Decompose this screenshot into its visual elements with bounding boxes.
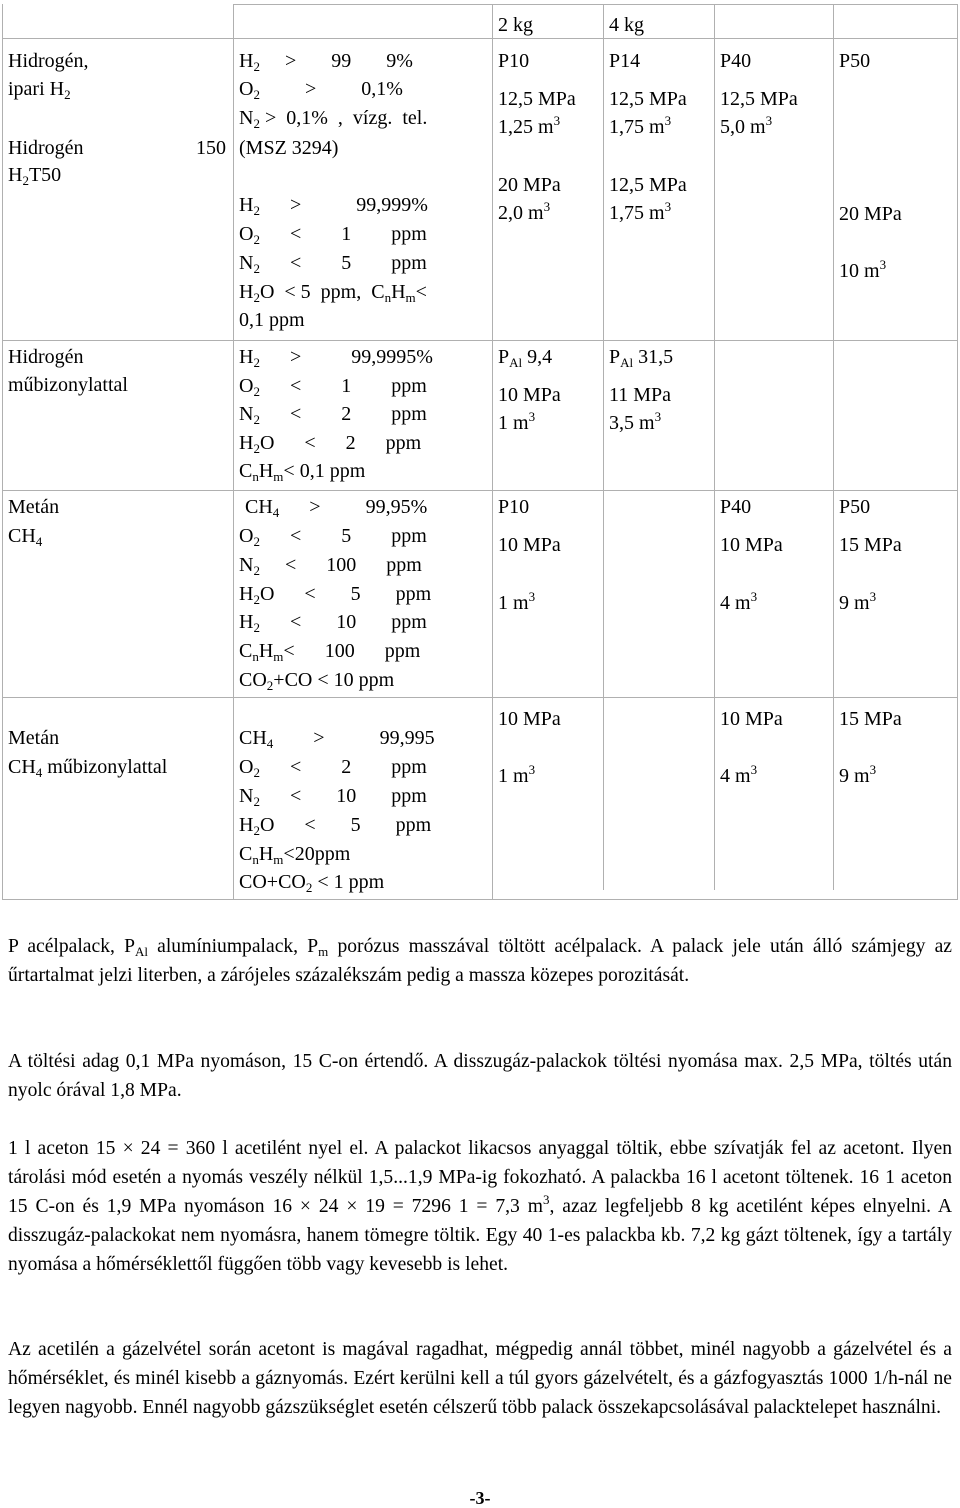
r3-spec-2: $O_2$ < 5 ppm [239,525,427,549]
r1-p10-pressure: 12,5 MPa [498,88,576,110]
table-border-right [957,4,958,900]
r1-spec-5: $H_2$ > 99,999% [239,194,428,218]
table-border-bottom [2,899,958,900]
r2-spec-3: $N_2$ < 2 ppm [239,403,427,427]
r1-name-line2: ipari $H_2$ [8,78,71,102]
r3-p50: P50 [839,496,871,518]
r1-spec-8: $H_2O < 5$ ppm, $C_nH_m<$ [239,281,427,305]
table-row-divider [2,340,958,341]
r1-spec-7: $N_2$ < 5 ppm [239,252,427,276]
table-row-divider [2,697,958,698]
r4-spec-6: $CO+CO_2 < 1$ ppm [239,871,385,895]
r4-spec-2: $O_2$ < 2 ppm [239,756,427,780]
r3-spec-3: $N_2$ < 100 ppm [239,554,422,578]
r4-name-line1: Metán [8,727,60,749]
r1-p14-pressure: 12,5 MPa [609,88,687,110]
r4-name-line2: $CH_4$ műbizonylattal [8,756,168,780]
page-number: -3- [469,1488,491,1508]
r1-number: 150 [196,137,226,159]
r3-p40-pressure: 10 MPa [720,534,783,556]
paragraph-acetone: 1 l aceton 15 × 24 = 360 l acetilént nyel el. A palackot likacsos anyaggal töltik, ebbe szívatják fel az acetont. Ilyen tárolási mód esetén a nyomás veszély nélkül 1,5...1,9 MPa-ig fokozható. A palackba 16 l acetont töltenek. 16 1 aceton 15 C-on és 1,9 MPa nyomáson 16 × 24 × 19 = 7296 1 = 7,3 $m^3$, azaz legfeljebb 8 kg acetilént képes elnyelni. A disszugáz-palackokat nem nyomásra, hanem tömegre töltik. Egy 40 1-es palackba kb. 7,2 kg gázt töltenek, így a tartály nyomása a hőmérséklettől függően több vagy kevesebb is lehet. [8,1138,953,1275]
r1-name-line4: $H_2T50$ [8,164,62,188]
r2-pal1-pressure: 10 MPa [498,384,561,406]
r1-p50-pressure: 20 MPa [839,203,902,225]
r3-spec-4: $H_2O$ < 5 ppm [239,583,432,607]
r3-spec-1: $CH_4$ > 99,95% [245,496,428,520]
r2-pal2-volume: 3,5 $m^3$ [609,409,662,434]
r1-spec-3: $N_2 > 0,1\%$ , vízg. tel. [239,107,428,131]
r1-p40-volume: 5,0 $m^3$ [720,113,773,138]
r1-p10-volume: 1,25 $m^3$ [498,113,561,138]
r1-spec-4: (MSZ 3294) [239,137,339,159]
r1-p14: P14 [609,50,641,72]
r1-spec-1: $H_2$ > 99 9% [239,50,413,74]
table-col-divider [603,4,604,890]
r1-p10: P10 [498,50,530,72]
r1-p14-volume: 1,75 $m^3$ [609,113,672,138]
table-col-divider [492,4,493,900]
r1-p14-volume-2: 1,75 $m^3$ [609,199,672,224]
table-row-divider [2,38,958,39]
r3-p40: P40 [720,496,752,518]
r1-p10-volume-2: 2,0 $m^3$ [498,199,551,224]
header-4kg: 4 kg [609,14,644,36]
r4-spec-4: $H_2O$ < 5 ppm [239,814,432,838]
r3-spec-5: $H_2$ < 10 ppm [239,611,427,635]
r4-p40-volume: 4 $m^3$ [720,762,758,787]
r3-p40-volume: 4 $m^3$ [720,589,758,614]
table-col-divider [233,4,234,900]
r4-p50-volume: 9 $m^3$ [839,762,877,787]
r3-spec-6: $C_nH_m<$ 100 ppm [239,640,421,664]
r2-name-line2: műbizonylattal [8,374,128,396]
table-row-divider [2,490,958,491]
r3-p10-pressure: 10 MPa [498,534,561,556]
r3-name-line1: Metán [8,496,60,518]
r1-name-line3: Hidrogén [8,137,84,159]
r4-spec-3: $N_2$ < 10 ppm [239,785,427,809]
table-col-divider [714,4,715,890]
r1-name-line1: Hidrogén, [8,50,89,72]
r1-spec-6: $O_2$ < 1 ppm [239,223,427,247]
r4-spec-5: $C_nH_m<20ppm$ [239,843,351,867]
r1-p14-pressure-2: 12,5 MPa [609,174,687,196]
r4-spec-1: $CH_4$ > 99,995 [239,727,435,751]
paragraph-bottle-legend: P acélpalack, $P_{Al}$ alumíniumpalack, $P_m$ porózus masszával töltött acélpalack. A palack jele után álló számjegy az űrtartalmat jelzi literben, a zárójeles százalékszám pedig a massza közepes porozitását. [8,936,952,986]
r2-pal-1: $P_{Al}$ 9,4 [498,346,553,370]
r3-p50-volume: 9 $m^3$ [839,589,877,614]
header-2kg: 2 kg [498,14,533,36]
r2-spec-5: $C_nH_m< 0,1$ ppm [239,460,366,484]
table-border-top [233,4,958,5]
r2-pal-2: $P_{Al}$ 31,5 [609,346,674,370]
r1-p50-volume: 10 $m^3$ [839,257,887,282]
r2-spec-1: $H_2$ > 99,9995% [239,346,433,370]
r2-name-line1: Hidrogén [8,346,84,368]
r4-p10-pressure: 10 MPa [498,708,561,730]
paragraph-acetylene-withdrawal: Az acetilén a gázelvétel során acetont is magával ragadhat, mégpedig annál többet, minél nagyobb a gázelvétel és a hőmérséklet, és minél kisebb a gáznyomás. Ezért kerülni kell a túl gyors gázelvételt, és a gázfogyasztás 1000 1/h-nál ne legyen nagyobb. Ennél nagyobb gázszükséglet esetén célszerű több palack összekapcsolásával palacktelepet használni. [8,1339,952,1418]
r3-p50-pressure: 15 MPa [839,534,902,556]
r1-p50: P50 [839,50,871,72]
r4-p10-volume: 1 $m^3$ [498,762,536,787]
r1-p10-pressure-2: 20 MPa [498,174,561,196]
r1-p40: P40 [720,50,752,72]
r3-p10: P10 [498,496,530,518]
r2-pal1-volume: 1 $m^3$ [498,409,536,434]
paragraph-filling-dose: A töltési adag 0,1 MPa nyomáson, 15 C-on értendő. A disszugáz-palackok töltési nyomása max. 2,5 MPa, töltés után nyolc órával 1,8 MPa. [8,1051,952,1101]
r1-spec-9: 0,1 ppm [239,309,305,331]
r1-p40-pressure: 12,5 MPa [720,88,798,110]
r4-p40-pressure: 10 MPa [720,708,783,730]
r2-spec-4: $H_2O$ < 2 ppm [239,432,422,456]
r1-spec-2: $O_2$ > 0,1% [239,78,403,102]
r3-spec-7: $CO_2+CO < 10$ ppm [239,669,395,693]
table-col-divider [833,4,834,890]
r2-spec-2: $O_2$ < 1 ppm [239,375,427,399]
r3-p10-volume: 1 $m^3$ [498,589,536,614]
table-border-left [2,4,3,900]
r4-p50-pressure: 15 MPa [839,708,902,730]
r2-pal2-pressure: 11 MPa [609,384,672,406]
r3-name-line2: $CH_4$ [8,525,43,549]
